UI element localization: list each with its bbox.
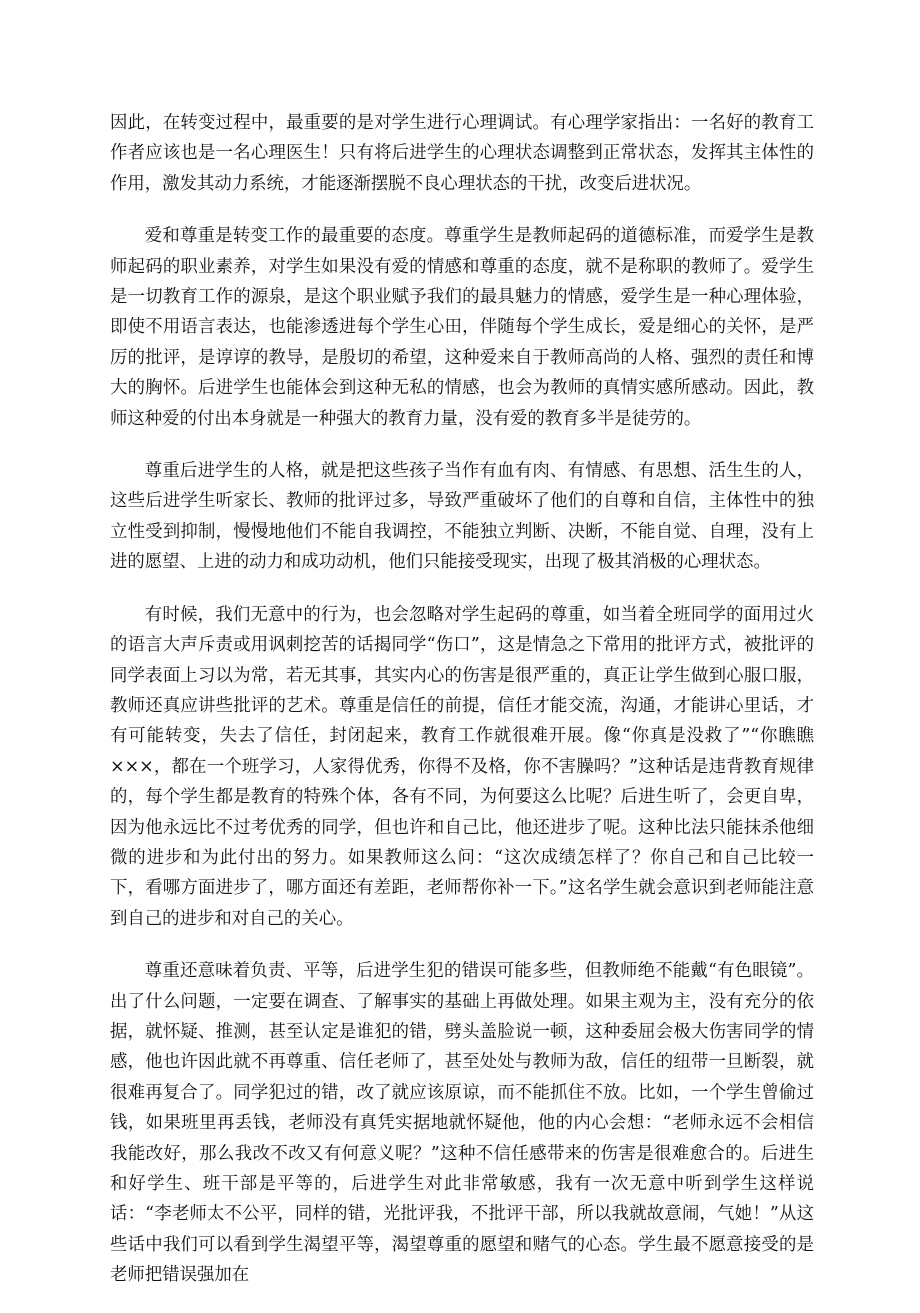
paragraph-4: 有时候，我们无意中的行为，也会忽略对学生起码的尊重，如当着全班同学的面用过火的语言大声斥责或用讽刺挖苦的话揭同学“伤口”，这是情急之下常用的批评方式，被批评的同学表面上习以为常，若无其事，其实内心的伤害是很严重的，真正让学生做到心服口服，教师还真应讲些批评的艺术。尊重是信任的前提，信任才能交流，沟通，才能讲心里话，才有可能转变，失去了信任，封闭起来，教育工作就很难开展。像“你真是没救了”“你瞧瞧×××，都在一个班学习，人家得优秀，你得不及格，你不害臊吗？”这种话是违背教育规律的，每个学生都是教育的特殊个体，各有不同，为何要这么比呢？后进生听了，会更自卑，因为他永远比不过考优秀的同学，但也许和自己比，他还进步了呢。这种比法只能抹杀他细微的进步和为此付出的努力。如果教师这么问：“这次成绩怎样了？你自己和自己比较一下，看哪方面进步了，哪方面还有差距，老师帮你补一下。”这名学生就会意识到老师能注意到自己的进步和对自己的关心。 bbox=[110, 604, 814, 929]
paragraph-2: 爱和尊重是转变工作的最重要的态度。尊重学生是教师起码的道德标准，而爱学生是教师起码的职业素养，对学生如果没有爱的情感和尊重的态度，就不是称职的教师了。爱学生是一切教育工作的源泉，是这个职业赋予我们的最具魅力的情感，爱学生是一种心理体验，即使不用语言表达，也能渗透进每个学生心田，伴随每个学生成长，爱是细心的关怀，是严厉的批评，是谆谆的教导，是殷切的希望，这种爱来自于教师高尚的人格、强烈的责任和博大的胸怀。后进学生也能体会到这种无私的情感，也会为教师的真情实感所感动。因此，教师这种爱的付出本身就是一种强大的教育力量，没有爱的教育多半是徒劳的。 bbox=[110, 226, 814, 429]
paragraph-5: 尊重还意味着负责、平等，后进学生犯的错误可能多些，但教师绝不能戴“有色眼镜”。出了什么问题，一定要在调查、了解事实的基础上再做处理。如果主观为主，没有充分的依据，就怀疑、推测，甚至认定是谁犯的错，劈头盖脸说一顿，这种委屈会极大伤害同学的情感，他也许因此就不再尊重、信任老师了，甚至处处与教师为敌，信任的纽带一旦断裂，就很难再复合了。同学犯过的错，改了就应该原谅，而不能抓住不放。比如，一个学生曾偷过钱，如果班里再丢钱，老师没有真凭实据地就怀疑他，他的内心会想：“老师永远不会相信我能改好，那么我改不改又有何意义呢？”这种不信任感带来的伤害是很难愈合的。后进生和好学生、班干部是平等的，后进学生对此非常敏感，我有一次无意中听到学生这样说话：“李老师太不公平，同样的错，光批评我，不批评干部，所以我就故意闹，气她！”从这些话中我们可以看到学生渴望平等，渴望尊重的愿望和赌气的心态。学生最不愿意接受的是老师把错误强加在 bbox=[110, 961, 814, 1286]
paragraph-3: 尊重后进学生的人格，就是把这些孩子当作有血有肉、有情感、有思想、活生生的人，这些后进学生听家长、教师的批评过多，导致严重破坏了他们的自尊和自信，主体性中的独立性受到抑制，慢慢地他们不能自我调控，不能独立判断、决断，不能自觉、自理，没有上进的愿望、上进的动力和成功动机，他们只能接受现实，出现了极其消极的心理状态。 bbox=[110, 461, 814, 573]
paragraph-1: 因此，在转变过程中，最重要的是对学生进行心理调试。有心理学家指出：一名好的教育工作者应该也是一名心理医生！只有将后进学生的心理状态调整到正常状态，发挥其主体性的作用，激发其动力系统，才能逐渐摆脱不良心理状态的干扰，改变后进状况。 bbox=[110, 113, 814, 194]
document-body bbox=[110, 108, 814, 1313]
